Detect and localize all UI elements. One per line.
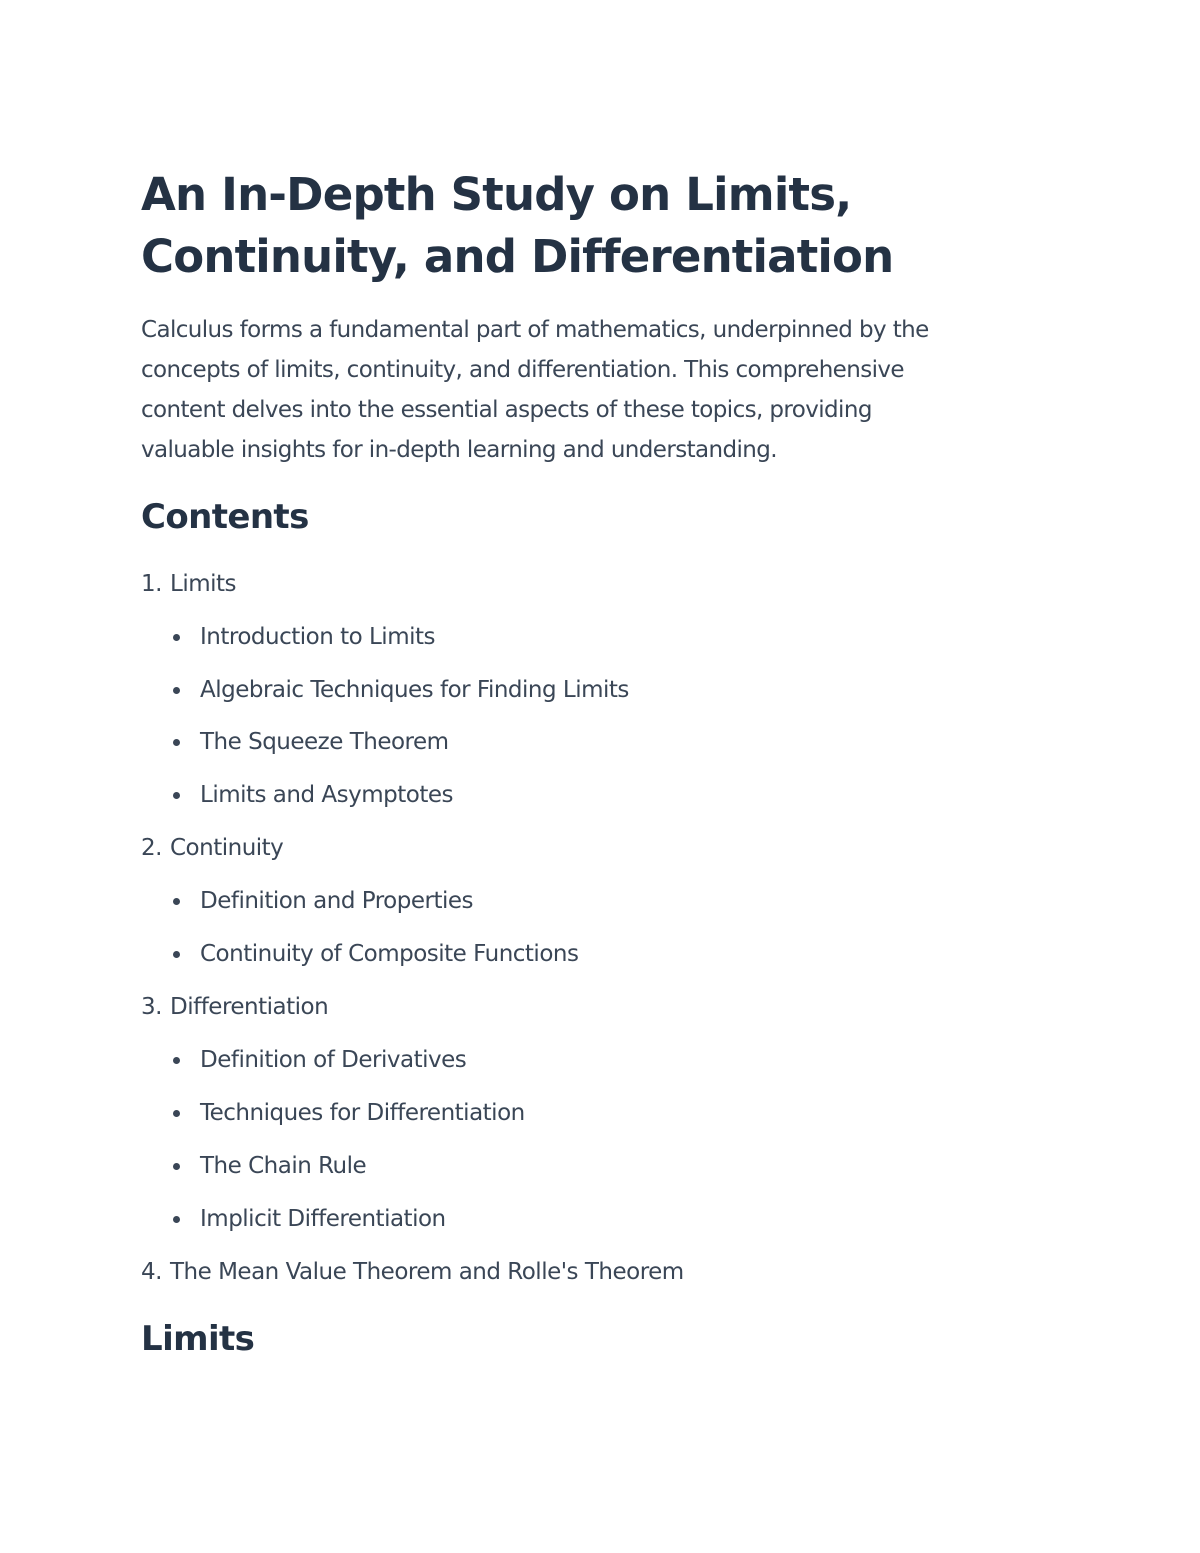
toc-item: The Chain Rule bbox=[200, 1150, 366, 1182]
toc-section bbox=[141, 832, 283, 864]
limits-section-heading: Limits bbox=[141, 1319, 255, 1359]
intro-line: Calculus forms a fundamental part of mathematics, underpinned by the bbox=[141, 317, 929, 343]
toc-section bbox=[141, 568, 236, 600]
toc-section-label: Differentiation bbox=[170, 994, 329, 1020]
toc-item: Implicit Differentiation bbox=[200, 1203, 446, 1235]
toc-item: The Squeeze Theorem bbox=[200, 726, 449, 758]
toc-section-number: 2. bbox=[141, 835, 162, 861]
contents-heading: Contents bbox=[141, 497, 309, 537]
toc-item: Introduction to Limits bbox=[200, 621, 435, 653]
toc-section-label: Continuity bbox=[170, 835, 284, 861]
intro-paragraph bbox=[141, 310, 1041, 470]
toc-item: Techniques for Differentiation bbox=[200, 1097, 525, 1129]
toc-section-label: Limits bbox=[170, 571, 236, 597]
toc-section bbox=[141, 1256, 684, 1288]
toc-item: Algebraic Techniques for Finding Limits bbox=[200, 674, 629, 706]
toc-item: Definition of Derivatives bbox=[200, 1044, 466, 1076]
toc-item: Limits and Asymptotes bbox=[200, 779, 453, 811]
title-line: An In-Depth Study on Limits, bbox=[141, 168, 852, 221]
intro-line: valuable insights for in-depth learning and understanding. bbox=[141, 437, 777, 463]
toc-section-number: 4. bbox=[141, 1259, 162, 1285]
toc-section-number: 1. bbox=[141, 571, 162, 597]
toc-item: Continuity of Composite Functions bbox=[200, 938, 578, 970]
toc-section-number: 3. bbox=[141, 994, 162, 1020]
title-line: Continuity, and Differentiation bbox=[141, 230, 894, 283]
toc-section-label: The Mean Value Theorem and Rolle's Theorem bbox=[170, 1259, 684, 1285]
intro-line: content delves into the essential aspects of these topics, providing bbox=[141, 397, 872, 423]
document-title bbox=[141, 164, 1061, 288]
toc-section bbox=[141, 991, 328, 1023]
toc-item: Definition and Properties bbox=[200, 885, 473, 917]
intro-line: concepts of limits, continuity, and differentiation. This comprehensive bbox=[141, 357, 904, 383]
